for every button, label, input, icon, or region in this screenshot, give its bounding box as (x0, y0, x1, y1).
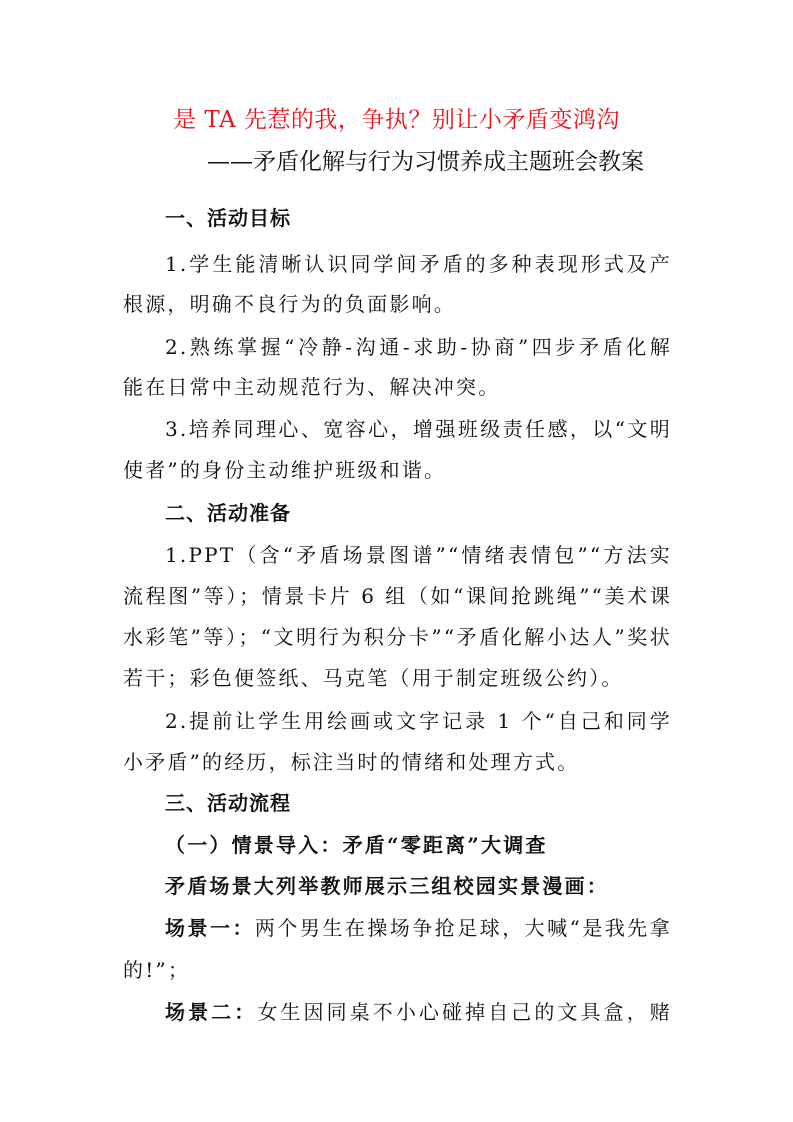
paragraph-line: 流程图”等）；情景卡片 6 组（如“课间抢跳绳”“美术课 (123, 584, 672, 608)
subsection-heading: 矛盾场景大列举教师展示三组校园实景漫画： (165, 874, 609, 898)
paragraph-line: 场景二：女生因同桌不小心碰掉自己的文具盒，赌 (165, 1000, 672, 1024)
document-subtitle: ——矛盾化解与行为习惯养成主题班会教案 (207, 149, 644, 175)
paragraph-line: 使者”的身份主动维护班级和谐。 (123, 458, 447, 482)
document-title: 是 TA 先惹的我，争执？别让小矛盾变鸿沟 (173, 107, 620, 133)
scene-label: 场景二： (165, 1000, 258, 1024)
section-heading: 二、活动准备 (165, 501, 291, 525)
paragraph-line: 小矛盾”的经历，标注当时的情绪和处理方式。 (123, 750, 580, 774)
subsection-heading: （一）情景导入：矛盾“零距离”大调查 (165, 833, 548, 857)
paragraph-line: 3.培养同理心、宽容心，增强班级责任感，以“文明 (165, 417, 672, 441)
paragraph-line: 场景一：两个男生在操场争抢足球，大喊“是我先拿 (165, 916, 672, 940)
paragraph-line: 1.学生能清晰认识同学间矛盾的多种表现形式及产 (165, 252, 672, 276)
paragraph-line: 2.提前让学生用绘画或文字记录 1 个“自己和同学 (165, 709, 672, 733)
scene-label: 场景一： (165, 916, 255, 940)
paragraph-line: 若干；彩色便签纸、马克笔（用于制定班级公约）。 (123, 666, 624, 690)
section-heading: 一、活动目标 (165, 206, 291, 230)
paragraph-line: 根源，明确不良行为的负面影响。 (123, 292, 456, 316)
paragraph-line: 能在日常中主动规范行为、解决冲突。 (123, 375, 501, 399)
paragraph-line: 2.熟练掌握“冷静-沟通-求助-协商”四步矛盾化解 (165, 335, 672, 359)
paragraph-line: 水彩笔”等）；“文明行为积分卡”“矛盾化解小达人”奖状 (123, 625, 672, 649)
section-heading: 三、活动流程 (165, 791, 291, 815)
paragraph-line: 1.PPT（含“矛盾场景图谱”“情绪表情包”“方法实 (165, 543, 672, 567)
paragraph-line: 的!”； (123, 958, 191, 982)
